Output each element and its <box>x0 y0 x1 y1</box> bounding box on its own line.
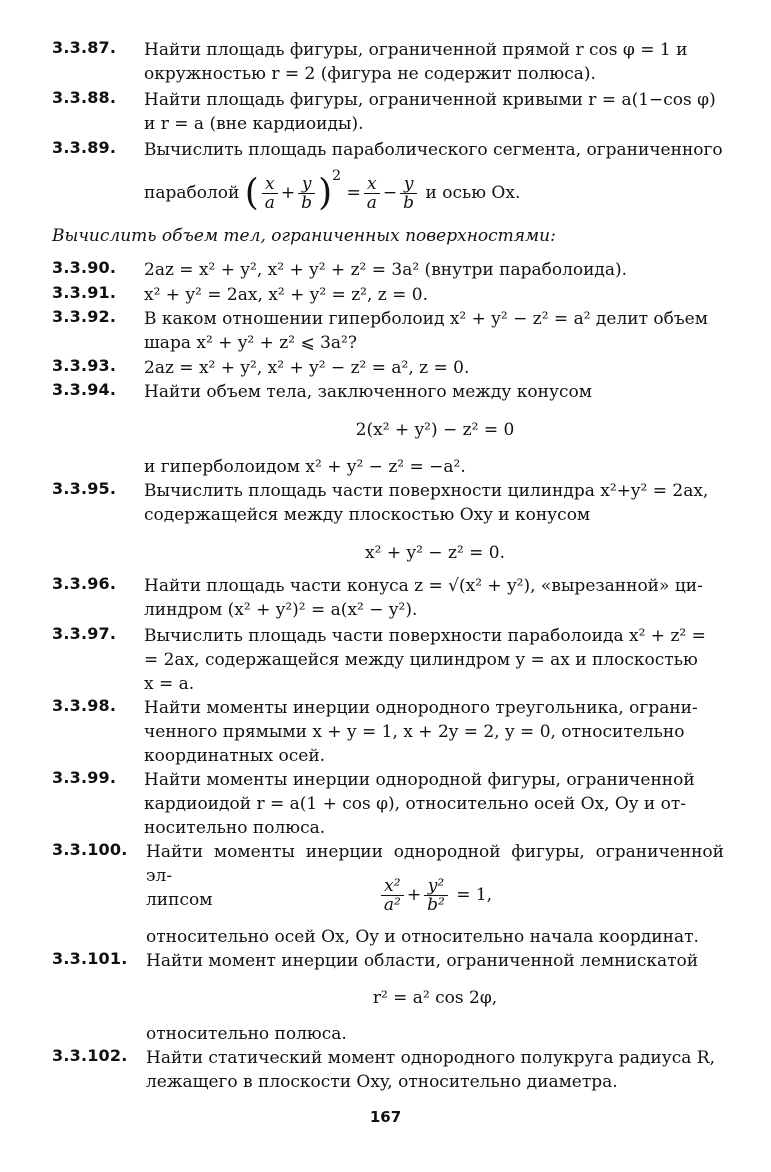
problem-line: 2az = x² + y², x² + y² − z² = a², z = 0. <box>144 358 470 378</box>
problem-line: лежащего в плоскости Oxy, относительно диаметра. <box>146 1072 618 1092</box>
problem-number: 3.3.91. <box>52 283 117 302</box>
problem-line: Найти площадь части конуса z = √(x² + y²), «вырезанной» ци- <box>144 576 703 596</box>
display-equation: x² + y² − z² = 0. <box>365 543 505 563</box>
problem-3-3-102 <box>52 1046 724 1094</box>
problem-3-3-101-continued <box>52 1022 724 1046</box>
problem-line: Вычислить площадь части поверхности параболоида x² + z² = <box>144 626 706 646</box>
problem-line: Найти моменты инерции однородной фигуры, ограниченной <box>144 770 695 790</box>
problem-number: 3.3.98. <box>52 696 117 715</box>
problem-line: и r = a (вне кардиоиды). <box>144 114 364 134</box>
problem-line: x = a. <box>144 674 195 694</box>
problem-number: 3.3.88. <box>52 88 117 107</box>
display-equation: 2(x² + y²) − z² = 0 <box>355 420 515 440</box>
section-heading: Вычислить объем тел, ограниченных поверхностями: <box>52 226 556 246</box>
problem-line: x² + y² = 2ax, x² + y² = z², z = 0. <box>144 285 429 305</box>
problem-line: ченного прямыми x + y = 1, x + 2y = 2, y = 0, относительно <box>144 722 685 742</box>
problem-number: 3.3.92. <box>52 307 117 326</box>
problem-3-3-91 <box>52 283 724 307</box>
problem-line: В каком отношении гиперболоид x² + y² − z² = a² делит объем <box>144 309 708 329</box>
problem-3-3-90 <box>52 258 724 282</box>
problem-3-3-97 <box>52 624 724 696</box>
problem-line: Вычислить площадь части поверхности цилиндра x²+y² = 2ax, <box>144 481 709 501</box>
problem-3-3-87 <box>52 38 724 86</box>
problem-3-3-100-continued <box>52 925 724 949</box>
problem-3-3-95 <box>52 479 724 527</box>
problem-line: = 2ax, содержащейся между цилиндром y = ax и плоскостью <box>144 650 698 670</box>
problem-line: Найти моменты инерции однородной фигуры, ограниченной эл- <box>146 842 724 886</box>
problem-number: 3.3.99. <box>52 768 117 787</box>
problem-line: носительно полюса. <box>144 818 326 838</box>
problem-line: Найти момент инерции области, ограниченной лемнискатой <box>146 951 699 971</box>
problem-number: 3.3.102. <box>52 1046 128 1065</box>
display-equation: r² = a² cos 2φ, <box>372 988 498 1008</box>
problem-line: содержащейся между плоскостью Oxy и конусом <box>144 505 591 525</box>
problem-line: шара x² + y² + z² ⩽ 3a²? <box>144 333 357 353</box>
problem-number: 3.3.93. <box>52 356 117 375</box>
problem-number: 3.3.90. <box>52 258 117 277</box>
parabola-equation: параболой ( $\frac{x}{a}$ + $\frac{y}{b}$ )$^2$ = $\frac{x}{a}$ − $\frac{y}{b}$ и осью Ox. <box>144 168 521 214</box>
problem-line: 2az = x² + y², x² + y² + z² = 3a² (внутри параболоида). <box>144 260 628 280</box>
problem-number: 3.3.94. <box>52 380 117 399</box>
problem-line: Вычислить площадь параболического сегмента, ограниченного <box>144 140 723 160</box>
problem-number: 3.3.89. <box>52 138 117 157</box>
problem-line: линдром (x² + y²)² = a(x² − y²). <box>144 600 418 620</box>
problem-line: относительно полюса. <box>146 1024 347 1044</box>
problem-number: 3.3.87. <box>52 38 117 57</box>
problem-line: Найти площадь фигуры, ограниченной прямой r cos φ = 1 и <box>144 40 688 60</box>
problem-number: 3.3.97. <box>52 624 117 643</box>
ellipse-equation: $\frac{\text{x²}}{\text{a²}}$ + $\frac{\text{y²}}{\text{b²}}$ = 1, <box>146 877 724 914</box>
problem-line: окружностью r = 2 (фигура не содержит полюса). <box>144 64 596 84</box>
problem-3-3-96 <box>52 574 724 622</box>
problem-line: Найти площадь фигуры, ограниченной кривыми r = a(1−cos φ) <box>144 90 716 110</box>
problem-line: Найти объем тела, заключенного между конусом <box>144 382 592 402</box>
problem-line: относительно осей Ox, Oy и относительно начала координат. <box>146 927 699 947</box>
problem-3-3-89 <box>52 138 724 212</box>
problem-line: Найти статический момент однородного полукруга радиуса R, <box>146 1048 715 1068</box>
problem-number: 3.3.100. <box>52 840 128 859</box>
problem-3-3-88 <box>52 88 724 136</box>
problem-line: и гиперболоидом x² + y² − z² = −a². <box>144 457 466 477</box>
problem-number: 3.3.96. <box>52 574 117 593</box>
problem-line: липсом <box>146 890 213 910</box>
problem-3-3-92 <box>52 307 724 355</box>
problem-3-3-94 <box>52 380 724 404</box>
problem-line: кардиоидой r = a(1 + cos φ), относительно осей Ox, Oy и от- <box>144 794 686 814</box>
problem-number: 3.3.95. <box>52 479 117 498</box>
problem-line: координатных осей. <box>144 746 326 766</box>
problem-number: 3.3.101. <box>52 949 128 968</box>
page-number: 167 <box>369 1108 402 1126</box>
problem-3-3-94-continued <box>52 455 724 479</box>
problem-3-3-98 <box>52 696 724 768</box>
problem-3-3-99 <box>52 768 724 840</box>
problem-3-3-101 <box>52 949 724 973</box>
problem-line: Найти моменты инерции однородного треугольника, ограни- <box>144 698 698 718</box>
problem-3-3-93 <box>52 356 724 380</box>
